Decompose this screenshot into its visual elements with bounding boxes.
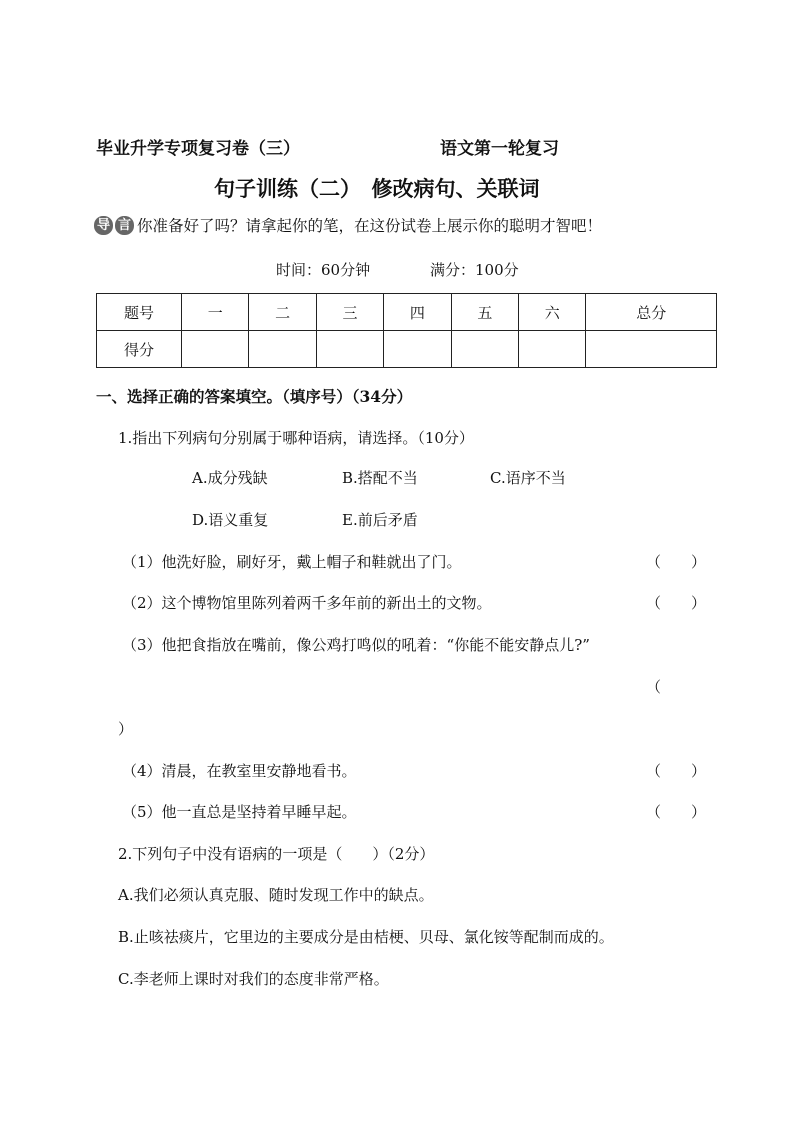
exam-full-score: 满分：100分 — [430, 261, 519, 279]
option-a: A.成分残缺 — [192, 469, 268, 487]
question-1-item-4: （4）清晨，在教室里安静地看书。 — [122, 762, 357, 780]
score-cell[interactable] — [451, 331, 518, 368]
score-cell[interactable] — [182, 331, 249, 368]
score-table-header: 五 — [451, 294, 518, 331]
exam-series-title: 毕业升学专项复习卷（三） — [96, 139, 300, 159]
score-table — [96, 293, 717, 368]
question-2-option-a: A.我们必须认真克服、随时发现工作中的缺点。 — [118, 886, 434, 904]
question-2-option-b: B.止咳祛痰片，它里边的主要成分是由桔梗、贝母、氯化铵等配制而成的。 — [118, 928, 614, 946]
question-2-option-c: C.李老师上课时对我们的态度非常严格。 — [118, 970, 389, 988]
question-1-item-1: （1）他洗好脸，刷好牙，戴上帽子和鞋就出了门。 — [122, 553, 462, 571]
score-cell[interactable] — [586, 331, 717, 368]
answer-blank[interactable]: （ ） — [646, 594, 707, 612]
score-table-header: 题号 — [97, 294, 182, 331]
score-table-header: 总分 — [586, 294, 717, 331]
score-table-header: 一 — [182, 294, 249, 331]
intro-text: 你准备好了吗？请拿起你的笔，在这份试卷上展示你的聪明才智吧！ — [137, 217, 603, 235]
intro-line — [94, 214, 602, 236]
score-cell[interactable] — [519, 331, 586, 368]
question-1-item-3: （3）他把食指放在嘴前，像公鸡打鸣似的吼着：“你能不能安静点儿?” — [122, 636, 590, 654]
answer-blank-open[interactable]: （ — [646, 678, 662, 696]
score-table-header: 二 — [249, 294, 316, 331]
question-2-stem: 2.下列句子中没有语病的一项是（ ）（2分） — [118, 845, 435, 863]
score-cell[interactable] — [316, 331, 383, 368]
option-b: B.搭配不当 — [342, 469, 418, 487]
answer-blank-close: ） — [118, 720, 134, 738]
option-e: E.前后矛盾 — [342, 511, 418, 529]
score-table-row — [97, 331, 717, 368]
question-1-stem: 1.指出下列病句分别属于哪种语病，请选择。（10分） — [118, 429, 474, 447]
score-table-header: 六 — [519, 294, 586, 331]
question-1-item-5: （5）他一直总是坚持着早睡早起。 — [122, 803, 357, 821]
question-1-item-2: （2）这个博物馆里陈列着两千多年前的新出土的文物。 — [122, 594, 492, 612]
score-cell[interactable] — [249, 331, 316, 368]
score-row-label: 得分 — [97, 331, 182, 368]
section-heading: 一、选择正确的答案填空。（填序号）（34分） — [96, 387, 413, 406]
answer-blank[interactable]: （ ） — [646, 762, 707, 780]
score-cell[interactable] — [384, 331, 451, 368]
page-title: 句子训练（二） 修改病句、关联词 — [214, 176, 540, 201]
option-d: D.语义重复 — [192, 511, 269, 529]
answer-blank[interactable]: （ ） — [646, 553, 707, 571]
score-table-header-row — [97, 294, 717, 331]
option-c: C.语序不当 — [490, 469, 566, 487]
exam-time: 时间：60分钟 — [276, 261, 371, 279]
score-table-header: 四 — [384, 294, 451, 331]
exam-subject-label: 语文第一轮复习 — [440, 139, 559, 159]
intro-badge — [94, 216, 134, 235]
score-table-header: 三 — [316, 294, 383, 331]
intro-badge-char: 言 — [115, 216, 134, 235]
intro-badge-char: 导 — [94, 216, 113, 235]
answer-blank[interactable]: （ ） — [646, 803, 707, 821]
